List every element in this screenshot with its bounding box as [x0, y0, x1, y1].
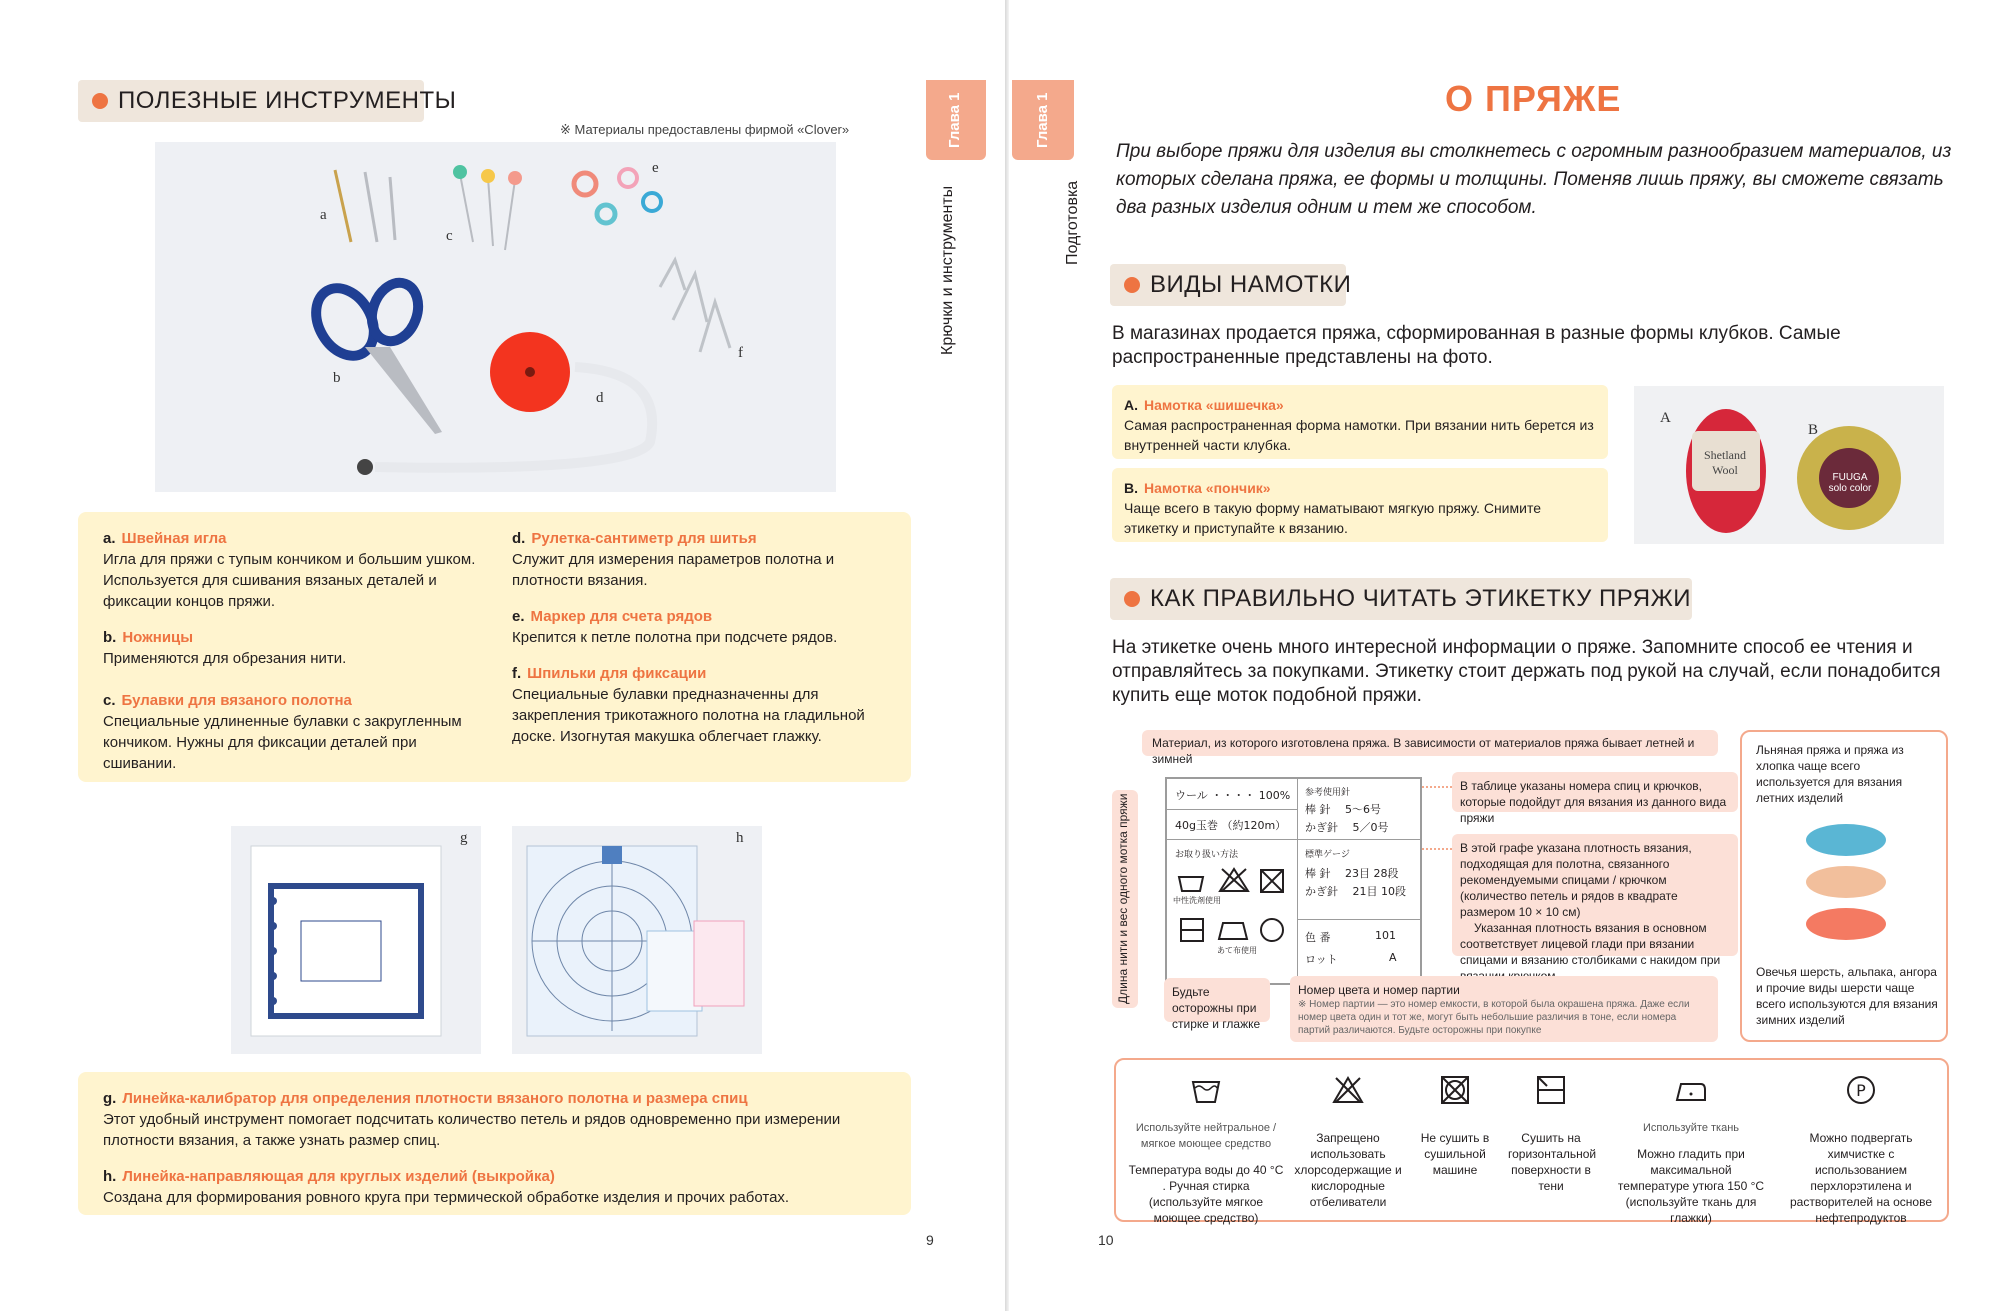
desc-item-d: d. Рулетка-сантиметр для шитья Служит для измерения параметров полотна и плотности вязания. [512, 530, 835, 589]
callout-material: Материал, из которого изготовлена пряжа. В зависимости от материалов пряжа бывает летней и зимней [1142, 730, 1718, 756]
desc-item-e: e. Маркер для счета рядов Крепится к петле полотна при подсчете рядов. [512, 608, 838, 646]
yarn-b-brand: FUUGA solo color [1828, 472, 1872, 494]
circle-guide-photo [512, 826, 762, 1054]
photo-label-f: f [738, 345, 743, 361]
care-item-wash: Используйте нейтральное / мягкое моющее средство Температура воды до 40 °С . Ручная стирка (используйте мягкое моющее средство) [1128, 1060, 1284, 1226]
yarn-label-a: A [1660, 410, 1671, 426]
bullet-dot [1124, 277, 1140, 293]
skein-blue [1806, 824, 1886, 856]
callout-lot: Номер цвета и номер партии ※ Номер партии — это номер емкости, в которой была окрашена пряжа. Даже если номер цвета один и тот же, могут быть небольшие различия в тоне, если номера партий различаются. Будьте осторожны при покупке [1290, 976, 1718, 1042]
photo-label-c: c [446, 228, 453, 244]
section-title: ПОЛЕЗНЫЕ ИНСТРУМЕНТЫ [118, 87, 457, 114]
section-read-label [1110, 578, 1692, 620]
desc-item-g: g. Линейка-калибратор для определения плотности вязаного полотна и размера спиц Этот удобный инструмент помогает подсчитать количество петель и рядов одновременно при измерении плотности вязания, а также узнать размер спиц. [103, 1090, 841, 1149]
care-item-flat-dry: Сушить на горизонтальной поверхности в тени [1508, 1060, 1594, 1194]
yarn-balls-illustration [1634, 386, 1944, 544]
gauge-ruler-photo [231, 826, 481, 1054]
needle-silver-1 [365, 172, 377, 242]
yarn-label-b: B [1808, 422, 1819, 438]
section-winding-types [1110, 264, 1352, 306]
section-title: ВИДЫ НАМОТКИ [1150, 271, 1352, 298]
scissors-handle-2 [364, 276, 426, 347]
chapter-vertical-label-right: Подготовка [1064, 180, 1081, 265]
wash-tub-icon [1190, 1074, 1222, 1106]
yarn-a-brand: Shetland Wool [1704, 448, 1746, 477]
care-symbols-box [1114, 1058, 1949, 1225]
pin-head-yellow [481, 169, 495, 183]
photo-label-d: d [596, 390, 604, 406]
photo-label-a: a [320, 207, 327, 223]
iron-icon [1675, 1074, 1707, 1106]
dry-clean-p-icon [1845, 1074, 1877, 1106]
wire-2 [673, 274, 707, 322]
chapter-tab-label-right: Глава 1 [1034, 92, 1051, 148]
desc-item-f: f. Шпильки для фиксации Специальные булавки предназначенны для закрепления трикотажного полотна на гладильной доске. Изогнутая макушка облегчает глажку. [512, 665, 865, 745]
connector [1422, 848, 1452, 850]
page-title: О ПРЯЖЕ [1445, 78, 1622, 119]
photo-label-b: b [333, 370, 341, 386]
care-item-iron: Используйте ткань Можно гладить при максимальной температуре утюга 150 °С (используйте ткань для глажки) [1616, 1060, 1766, 1226]
pin-head-green [453, 165, 467, 179]
section-useful-tools [78, 80, 457, 122]
desc-item-h: h. Линейка-направляющая для круглых изделий (выкройка) Создана для формирования ровного круга при термической обработке изделия и прочих работах. [103, 1168, 790, 1206]
page-number-left: 9 [926, 1232, 934, 1248]
side-summer-text: Льняная пряжа и пряжа из хлопка чаще всего используется для вязания летних изделий [1756, 743, 1904, 805]
page-number-right: 10 [1098, 1232, 1114, 1248]
chapter-vertical-label-left: Крючки и инструменты [939, 185, 956, 355]
winding-a-box: A. Намотка «шишечка» Самая распространенная форма намотки. При вязании нить берется из внутренней части клубка. [1112, 385, 1608, 459]
marker-4 [643, 193, 661, 211]
wire-1 [660, 260, 685, 290]
callout-gauge: В этой графе указана плотность вязания, подходящая для полотна, связанного рекомендуемыми спицами / крючком (количество петель и рядов в квадрате размером 10 × 10 см) Указанная плотность вязания в основном соответствует лицевой глади при вязании спицами и вязанию столбиками с накидом при [1452, 834, 1738, 956]
callout-needles: В таблице указаны номера спиц и крючков, которые подойдут для вязания из данного вида пряжи [1452, 772, 1738, 812]
callout-care: Будьте осторожны при стирке и глажке [1164, 978, 1270, 1022]
yarn-label-sample: ウール ・・・・ 100% 40g玉巻 （約120m） お取り扱い方法 参考使用針 棒 針 5〜6号 かぎ針 5／0号 標準ゲージ 棒 針 23目 28段 かぎ針 21目 10段 色 番 101 ロット A 中性洗剤使用 あて布使用 [1165, 777, 1422, 985]
circle-guide-illustration [512, 826, 762, 1054]
svg-text:P: P [1856, 1081, 1866, 1100]
yarn-balls-photo [1634, 386, 1944, 544]
pin-2 [488, 178, 493, 246]
bullet-dot [1124, 591, 1140, 607]
scissors-blade [365, 347, 442, 434]
winding-paragraph: В магазинах продается пряжа, сформированная в разные формы клубков. Самые распространенные представлены на фото. [1112, 323, 1841, 368]
desc-item-b: b. Ножницы Применяются для обрезания нити. [103, 629, 347, 667]
credit-note: ※ Материалы предоставлены фирмой «Clover» [560, 122, 850, 137]
needle-silver-2 [390, 177, 395, 240]
bullet-dot [92, 93, 108, 109]
photo-label-g: g [460, 830, 468, 846]
pin-head-pink [508, 171, 522, 185]
yarn-skeins-illustration [1786, 818, 1906, 948]
photo-label-h: h [736, 830, 744, 846]
desc-item-a: a. Швейная игла Игла для пряжи с тупым кончиком и большим ушком. Используется для сшивания вязаных деталей и фиксации концов пряжи. [103, 530, 476, 610]
connector [1422, 786, 1452, 788]
marker-2 [619, 169, 637, 187]
section-title: КАК ПРАВИЛЬНО ЧИТАТЬ ЭТИКЕТКУ ПРЯЖИ [1150, 585, 1691, 612]
care-item-no-tumble: Не сушить в сушильной машине [1412, 1060, 1498, 1178]
tools-illustration [155, 142, 836, 492]
label-care-symbols [1175, 863, 1293, 963]
care-item-no-bleach: Запрещено использовать хлорсодержащие и кислородные отбеливатели [1294, 1060, 1402, 1210]
label-paragraph: На этикетке очень много интересной информации о пряже. Запомните способ ее чтения и отправляйтесь за покупками. Этикетку стоит держать под рукой на случай, если понадобится купить еще моток подобной пряжи. [1112, 637, 1941, 706]
care-item-dry-clean: P Можно подвергать химчистке с использованием перхлорэтилена и растворителей на основе нефтепродуктов [1786, 1060, 1936, 1226]
skein-beige [1806, 866, 1886, 898]
pin-1 [460, 174, 473, 242]
no-bleach-icon [1332, 1074, 1364, 1106]
marker-1 [574, 173, 596, 195]
side-winter-text: Овечья шерсть, альпака, ангора и прочие виды шерсти чаще всего используются для вязания зимних изделий [1756, 965, 1938, 1027]
tools-photo [155, 142, 836, 492]
winding-b-box: B. Намотка «пончик» Чаще всего в такую форму наматывают мягкую пряжу. Снимите этикетку и приступайте к вязанию. [1112, 468, 1608, 542]
marker-3 [597, 205, 615, 223]
desc-item-c: c. Булавки для вязаного полотна Специальные удлиненные булавки с закругленным кончиком. Нужны для фиксации деталей при сшивании. [103, 692, 462, 772]
chapter-tab-label-left: Глава 1 [946, 92, 963, 148]
gauge-ruler-illustration [231, 826, 481, 1054]
flat-dry-icon [1535, 1074, 1567, 1106]
photo-label-e: e [652, 160, 659, 176]
pin-3 [505, 180, 515, 250]
needle-gold [335, 170, 351, 242]
skein-coral [1806, 908, 1886, 940]
intro-paragraph: При выборе пряжи для изделия вы столкнетесь с огромным разнообразием материалов, из которых сделана пряжа, ее формы и толщины. Поменяв лишь пряжу, вы сможете связать два разных изделия одним и тем же способом. [1116, 141, 1952, 218]
no-tumble-dry-icon [1439, 1074, 1471, 1106]
callout-length: Длина нити и вес одного мотка пряжи [1116, 793, 1130, 1004]
